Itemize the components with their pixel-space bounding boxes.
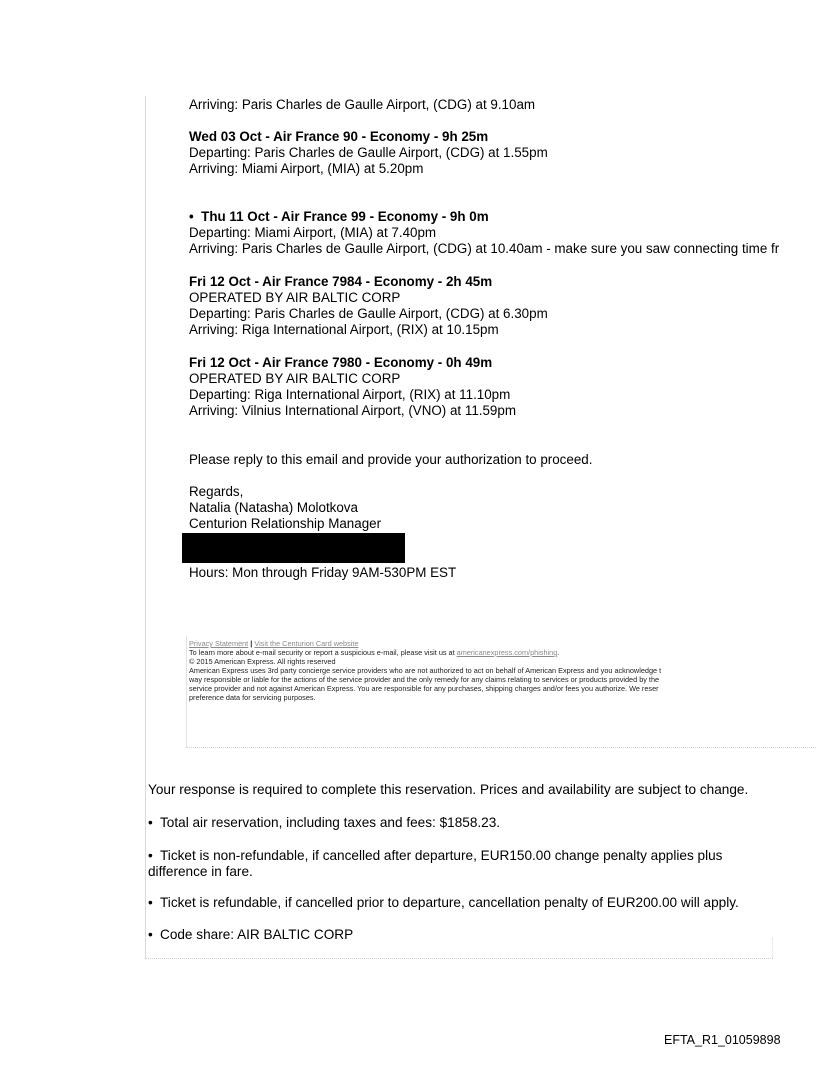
disclaimer-line: service provider and not against American Express. You are responsible for any purchases, shipping charges and/or fees you authorize. We reser bbox=[189, 684, 659, 693]
nonrefundable-text: Ticket is non-refundable, if cancelled after departure, EUR150.00 change penalty applies plus bbox=[160, 848, 723, 863]
total-price-item bbox=[148, 815, 500, 831]
refundable-item bbox=[148, 895, 739, 911]
disclaimer-line: American Express uses 3rd party concierge service providers who are not authorized to act on behalf of American Express and you acknowledge t bbox=[189, 666, 662, 675]
regards: Regards, bbox=[189, 484, 244, 499]
link-separator: | bbox=[250, 639, 253, 648]
phishing-notice-end: . bbox=[557, 648, 560, 657]
leg0-arrival: Arriving: Paris Charles de Gaulle Airport, (CDG) at 9.10am bbox=[189, 97, 536, 112]
flight-header bbox=[189, 209, 489, 225]
copyright: © 2015 American Express. All rights reserved bbox=[189, 657, 336, 666]
nonrefundable-item bbox=[148, 848, 722, 864]
disclaimer-line: way responsible or liable for the actions of the service provider and the only remedy for any claims relating to services or products provided by the bbox=[189, 675, 660, 684]
footer-box-border bbox=[186, 636, 187, 748]
codeshare-item bbox=[148, 927, 353, 943]
signature-name: Natalia (Natasha) Molotkova bbox=[189, 500, 358, 515]
codeshare-text: Code share: AIR BALTIC CORP bbox=[160, 927, 354, 942]
nonrefundable-text-cont: difference in fare. bbox=[148, 864, 253, 879]
centurion-website-link[interactable]: Visit the Centurion Card website bbox=[254, 639, 359, 648]
document-id: EFTA_R1_01059898 bbox=[664, 1033, 781, 1047]
privacy-statement-link[interactable]: Privacy Statement bbox=[189, 639, 249, 648]
flight-departing: Departing: Riga International Airport, (RIX) at 11.10pm bbox=[189, 387, 511, 402]
flight-header: Wed 03 Oct - Air France 90 - Economy - 9h 25m bbox=[189, 129, 489, 144]
reservation-intro: Your response is required to complete this reservation. Prices and availability are subject to change. bbox=[148, 782, 749, 797]
office-hours: Hours: Mon through Friday 9AM-530PM EST bbox=[189, 565, 457, 580]
flight-operated-by: OPERATED BY AIR BALTIC CORP bbox=[189, 290, 401, 305]
phishing-link[interactable]: americanexpress.com/phishing bbox=[456, 648, 558, 657]
refundable-text: Ticket is refundable, if cancelled prior to departure, cancellation penalty of EUR200.00 will apply. bbox=[160, 895, 739, 910]
flight-operated-by: OPERATED BY AIR BALTIC CORP bbox=[189, 371, 401, 386]
bullet: • bbox=[148, 895, 153, 910]
signature-title: Centurion Relationship Manager bbox=[189, 516, 382, 531]
flight-departing: Departing: Paris Charles de Gaulle Airport, (CDG) at 1.55pm bbox=[189, 145, 548, 160]
bullet: • bbox=[148, 815, 153, 830]
disclaimer-line: preference data for servicing purposes. bbox=[189, 693, 316, 702]
phishing-notice-text: To learn more about e-mail security or report a suspicious e-mail, please visit us at bbox=[189, 648, 455, 657]
authorization-request: Please reply to this email and provide your authorization to proceed. bbox=[189, 452, 593, 467]
flight-arriving: Arriving: Vilnius International Airport, (VNO) at 11.59pm bbox=[189, 403, 516, 418]
total-price: Total air reservation, including taxes and fees: $1858.23. bbox=[160, 815, 501, 830]
flight-arriving: Arriving: Miami Airport, (MIA) at 5.20pm bbox=[189, 161, 424, 176]
redaction-block bbox=[182, 533, 405, 563]
flight-header-text: Thu 11 Oct - Air France 99 - Economy - 9h 0m bbox=[201, 209, 489, 224]
flight-header: Fri 12 Oct - Air France 7980 - Economy - 0h 49m bbox=[189, 355, 493, 370]
footer-box-divider bbox=[186, 747, 816, 749]
flight-departing: Departing: Paris Charles de Gaulle Airport, (CDG) at 6.30pm bbox=[189, 306, 548, 321]
bullet: • bbox=[189, 209, 194, 224]
quote-right-divider bbox=[772, 938, 774, 958]
bullet: • bbox=[148, 848, 153, 863]
flight-arriving: Arriving: Riga International Airport, (RIX) at 10.15pm bbox=[189, 322, 499, 337]
quote-border bbox=[145, 96, 146, 958]
flight-arriving: Arriving: Paris Charles de Gaulle Airport, (CDG) at 10.40am - make sure you saw connecting time fr bbox=[189, 241, 780, 256]
bullet: • bbox=[148, 927, 153, 942]
flight-departing: Departing: Miami Airport, (MIA) at 7.40pm bbox=[189, 225, 437, 240]
flight-header: Fri 12 Oct - Air France 7984 - Economy - 2h 45m bbox=[189, 274, 493, 289]
quote-bottom-divider bbox=[145, 958, 773, 960]
